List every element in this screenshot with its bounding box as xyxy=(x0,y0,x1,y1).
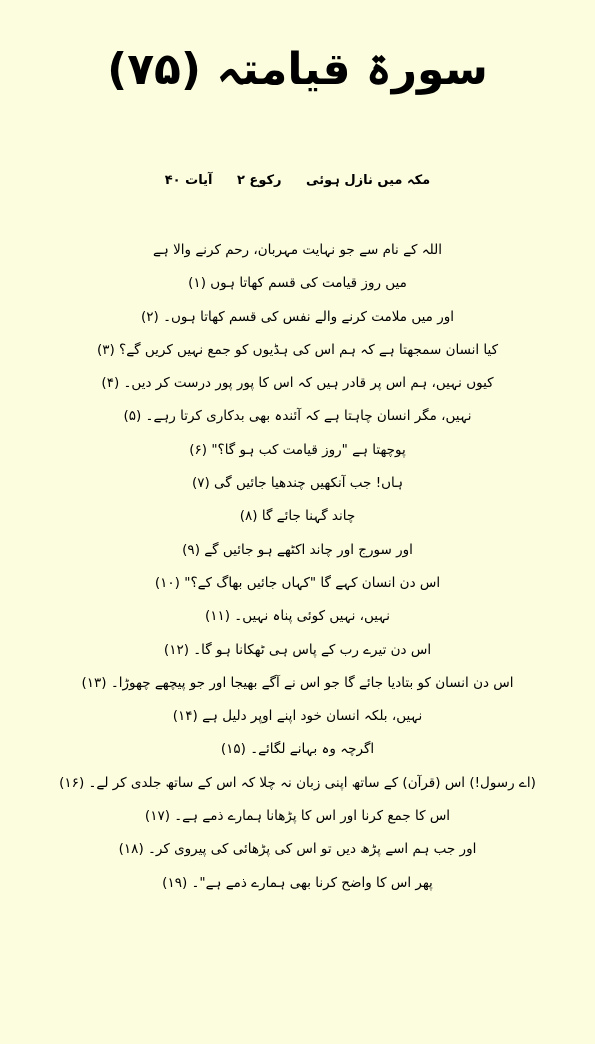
verse: پھر اس کا واضح کرنا بھی ہمارے ذمے ہے"۔ (۱۹) xyxy=(162,874,433,891)
revelation-place: مکہ میں نازل ہوئی xyxy=(306,173,431,188)
verse: اس کا جمع کرنا اور اس کا پڑھانا ہمارے ذمے ہے۔ (۱۷) xyxy=(144,808,451,825)
verse: اس دن انسان کہے گا "کہاں جائیں بھاگ کے؟" (۱۰) xyxy=(154,574,441,591)
ayat-count: آیات ۴۰ xyxy=(164,173,213,188)
verse: کیا انسان سمجھتا ہے کہ ہم اس کی ہڈیوں کو جمع نہیں کریں گے؟ (۳) xyxy=(96,341,499,358)
ruku-count: رکوع ۲ xyxy=(236,173,282,188)
verse: نہیں، بلکہ انسان خود اپنے اوپر دلیل ہے (۱۴) xyxy=(172,708,423,725)
verse: اس دن تیرے رب کے پاس ہی ٹھکانا ہو گا۔ (۱۲) xyxy=(163,641,432,658)
verse: اگرچہ وہ بہانے لگائے۔ (۱۵) xyxy=(220,741,375,758)
verse: نہیں، مگر انسان چاہتا ہے کہ آئندہ بھی بدکاری کرتا رہے۔ (۵) xyxy=(123,408,472,425)
verse: (اے رسول!) اس (قرآن) کے ساتھ اپنی زبان نہ چلا کہ اس کے ساتھ جلدی کر لے۔ (۱۶) xyxy=(59,774,536,791)
surah-info xyxy=(0,170,595,192)
verse: ہاں! جب آنکھیں چندھیا جائیں گی (۷) xyxy=(191,475,404,492)
verse: اور میں ملامت کرنے والے نفس کی قسم کھاتا ہوں۔ (۲) xyxy=(140,308,454,325)
verse: اس دن انسان کو بتادیا جائے گا جو اس نے آگے بھیجا اور جو پیچھے چھوڑا۔ (۱۳) xyxy=(81,674,514,691)
verse: چاند گہنا جائے گا (۸) xyxy=(239,508,356,525)
verse: میں روز قیامت کی قسم کھاتا ہوں (۱) xyxy=(188,275,407,292)
verse: اور سورج اور چاند اکٹھے ہو جائیں گے (۹) xyxy=(182,541,413,558)
verse: نہیں، نہیں کوئی پناہ نہیں۔ (۱۱) xyxy=(204,608,391,625)
bismillah: اللہ کے نام سے جو نہایت مہربان، رحم کرنے والا ہے xyxy=(153,242,442,258)
verse: پوچھتا ہے "روز قیامت کب ہو گا؟" (۶) xyxy=(189,441,406,458)
verse: اور جب ہم اسے پڑھ دیں تو اس کی پڑھائی کی پیروی کر۔ (۱۸) xyxy=(118,841,477,858)
verse-list xyxy=(0,234,595,900)
surah-title: سورۃ قیامتہ (۷۵) xyxy=(107,44,488,95)
verse: کیوں نہیں، ہم اس پر قادر ہیں کہ اس کا پور پور درست کر دیں۔ (۴) xyxy=(101,375,494,392)
